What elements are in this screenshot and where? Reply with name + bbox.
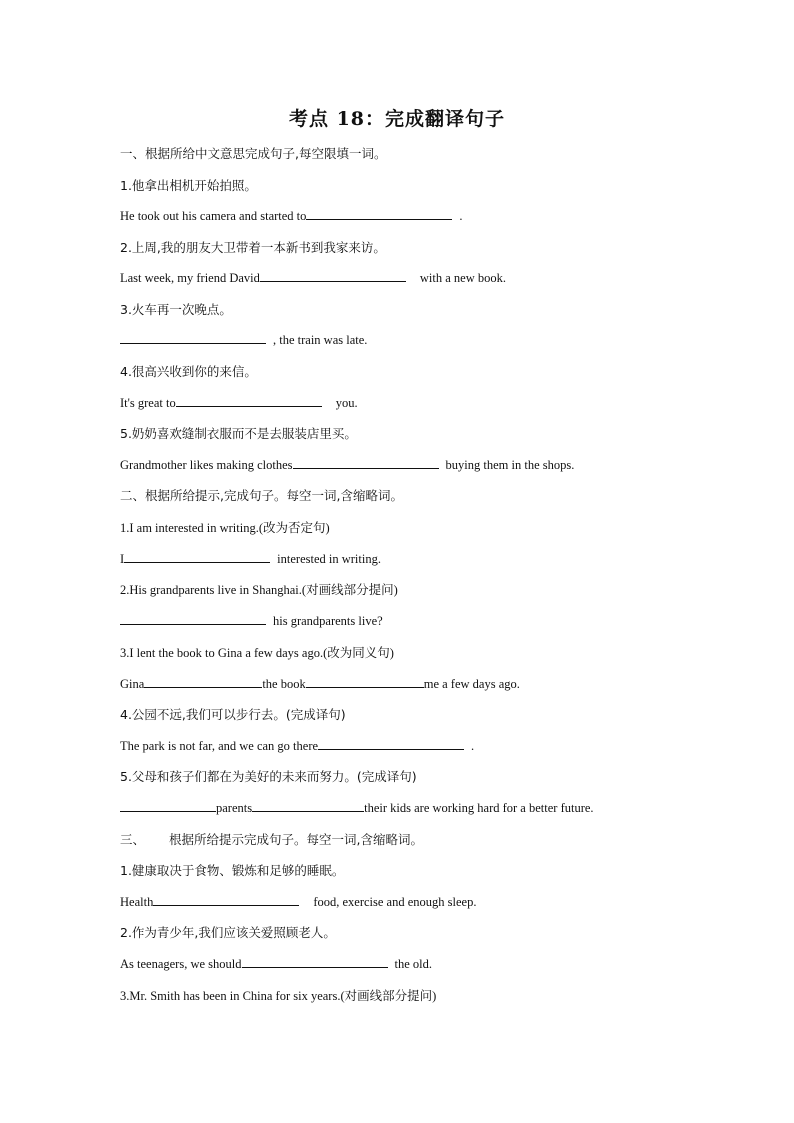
s2-q1-text-a: I <box>120 552 125 566</box>
s2-q2-sentence <box>120 611 383 631</box>
s1-q4-sentence <box>120 393 358 413</box>
s2-q1-sentence <box>120 549 381 569</box>
s2-q5-text-c: their kids are working hard for a better future. <box>364 801 594 815</box>
s2-q1-text-b: interested in writing. <box>277 552 381 566</box>
s1-q2-text-b: with a new book. <box>419 271 506 285</box>
s2-q5-text-b: parents <box>216 801 253 815</box>
s1-q5-text-a: Grandmother likes making clothes <box>120 458 293 472</box>
answer-blank[interactable] <box>120 330 266 344</box>
answer-blank[interactable] <box>318 736 464 750</box>
section3-number: 三、 <box>120 832 146 847</box>
s2-q4-text-b: . <box>471 739 475 753</box>
s3-q1-prompt: 1.健康取决于食物、锻炼和足够的睡眠。 <box>120 863 345 878</box>
s1-q1-prompt: 1.他拿出相机开始拍照。 <box>120 178 257 193</box>
s1-q1-text-b: . <box>459 209 463 223</box>
answer-blank[interactable] <box>144 674 262 688</box>
s3-q2-prompt: 2.作为青少年,我们应该关爱照顾老人。 <box>120 925 336 940</box>
section2-heading: 二、根据所给提示,完成句子。每空一词,含缩略词。 <box>120 488 403 503</box>
s1-q4-text-a: It's great to <box>120 396 176 410</box>
s2-q3-text-b: the book <box>262 677 306 691</box>
answer-blank[interactable] <box>293 455 439 469</box>
s1-q4-prompt: 4.很高兴收到你的来信。 <box>120 364 257 379</box>
s2-q1-prompt: 1.I am interested in writing.(改为否定句) <box>120 521 330 535</box>
s1-q3-sentence <box>120 330 367 350</box>
s1-q1-text-a: He took out his camera and started to <box>120 209 307 223</box>
s1-q2-sentence <box>120 268 506 288</box>
answer-blank[interactable] <box>120 611 266 625</box>
page-title: 考点 18：完成翻译句子 <box>288 108 506 130</box>
s3-q2-sentence <box>120 954 432 974</box>
s2-q2-prompt: 2.His grandparents live in Shanghai.(对画线部分提问) <box>120 583 398 597</box>
section3-heading <box>120 830 423 850</box>
s3-q1-text-a: Health <box>120 895 154 909</box>
s2-q2-text-b: his grandparents live? <box>273 614 383 628</box>
s2-q3-text-c: me a few days ago. <box>423 677 520 691</box>
answer-blank[interactable] <box>124 549 270 563</box>
s1-q2-prompt: 2.上周,我的朋友大卫带着一本新书到我家来访。 <box>120 240 386 255</box>
s1-q5-prompt: 5.奶奶喜欢缝制衣服而不是去服装店里买。 <box>120 426 357 441</box>
s2-q5-prompt: 5.父母和孩子们都在为美好的未来而努力。(完成译句) <box>120 769 417 784</box>
s3-q2-text-b: the old. <box>394 957 432 971</box>
s2-q3-sentence <box>120 674 520 694</box>
answer-blank[interactable] <box>242 954 388 968</box>
s2-q4-prompt: 4.公园不远,我们可以步行去。(完成译句) <box>120 707 346 722</box>
answer-blank[interactable] <box>252 798 364 812</box>
s3-q1-text-b: food, exercise and enough sleep. <box>313 895 477 909</box>
answer-blank[interactable] <box>176 393 322 407</box>
s2-q4-sentence <box>120 736 474 756</box>
answer-blank[interactable] <box>120 798 216 812</box>
s2-q4-text-a: The park is not far, and we can go there <box>120 739 319 753</box>
s1-q4-text-b: you. <box>335 396 358 410</box>
s1-q3-prompt: 3.火车再一次晚点。 <box>120 302 232 317</box>
s1-q5-sentence <box>120 455 574 475</box>
s3-q1-sentence <box>120 892 476 912</box>
s3-q3-prompt: 3.Mr. Smith has been in China for six years.(对画线部分提问) <box>120 989 437 1003</box>
answer-blank[interactable] <box>260 268 406 282</box>
s3-q2-text-a: As teenagers, we should <box>120 957 242 971</box>
s1-q1-sentence <box>120 206 463 226</box>
section3-instruction: 根据所给提示完成句子。每空一词,含缩略词。 <box>169 832 423 847</box>
answer-blank[interactable] <box>306 206 452 220</box>
answer-blank[interactable] <box>153 892 299 906</box>
s2-q3-text-a: Gina <box>120 677 145 691</box>
answer-blank[interactable] <box>306 674 424 688</box>
s2-q5-sentence <box>120 798 594 818</box>
s2-q3-prompt: 3.I lent the book to Gina a few days ago.(改为同义句) <box>120 646 394 660</box>
s1-q2-text-a: Last week, my friend David <box>120 271 260 285</box>
s1-q3-text-b: , the train was late. <box>273 333 368 347</box>
s1-q5-text-b: buying them in the shops. <box>445 458 575 472</box>
section1-heading: 一、根据所给中文意思完成句子,每空限填一词。 <box>120 146 387 161</box>
